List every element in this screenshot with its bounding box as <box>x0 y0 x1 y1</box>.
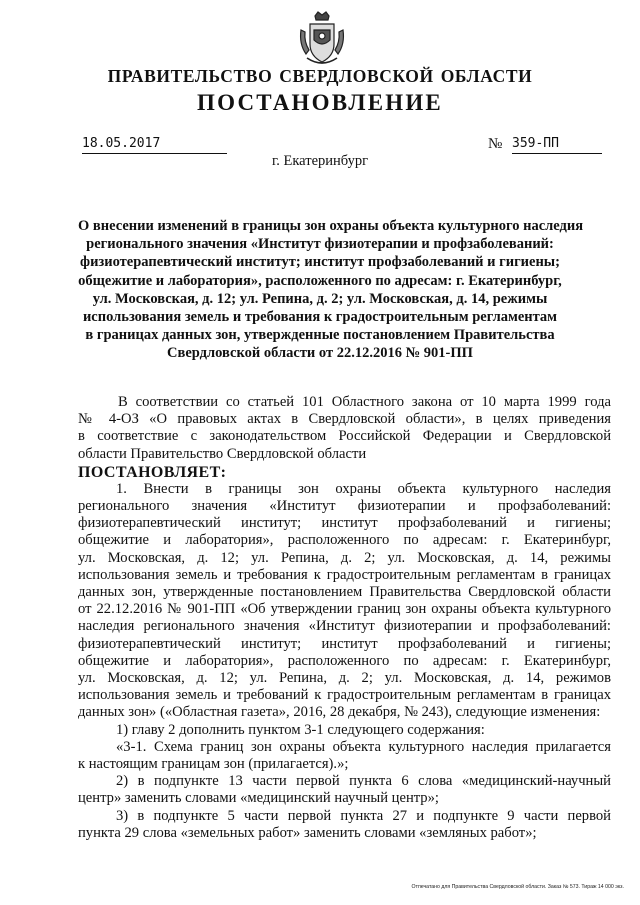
document-number: 359-ПП <box>512 136 602 154</box>
item1-line: ул. Московская, д. 12; ул. Репина, д. 2; ул. Московская, д. 14, режимов <box>78 670 611 687</box>
organization-name: ПРАВИТЕЛЬСТВО СВЕРДЛОВСКОЙ ОБЛАСТИ <box>107 66 533 86</box>
subitem-3-line: 3) в подпункте 5 части первой пункта 27 и подпункте 9 части первой <box>116 807 611 824</box>
document-type: ПОСТАНОВЛЕНИЕ <box>197 90 443 115</box>
preamble-line: В соответствии со статьей 101 Областного закона от 10 марта 1999 года <box>118 394 611 410</box>
document-title <box>78 217 584 363</box>
title-line: использования земель и требования к градостроительным регламентам <box>82 309 558 326</box>
print-footer: Отпечатано для Правительства Свердловской области. Заказ № 573. Тираж 14 000 экз. <box>411 884 624 890</box>
title-line: физиотерапевтический институт; институт профзаболеваний и гигиены; <box>80 254 560 271</box>
title-line: О внесении изменений в границы зон охраны объекта культурного наследия <box>78 218 584 234</box>
item1-line: ул. Московская, д. 12; ул. Репина, д. 2; ул. Московская, д. 14, режимы <box>78 549 611 566</box>
item1-line: наследия регионального значения «Институт физиотерапии и профзаболеваний: <box>78 618 611 635</box>
preamble-line: № 4-ОЗ «О правовых актах в Свердловской области», в целях приведения <box>78 411 611 428</box>
item1-line: данных зон» («Областная газета», 2016, 28 декабря, № 243), следующие изменения: <box>78 704 601 721</box>
item1-line: использования земель и требований к градостроительным регламентам в границах <box>78 687 611 704</box>
title-line: ул. Московская, д. 12; ул. Репина, д. 2; ул. Московская, д. 14, режимы <box>92 290 548 307</box>
item1-line: данных зон, утвержденные постановлением Правительства Свердловской области <box>78 584 611 601</box>
item1-line: физиотерапевтический институт; институт профзаболеваний и гигиены; <box>78 515 611 532</box>
preamble-line: области Правительство Свердловской области <box>78 445 367 462</box>
item1-line: общежитие и лаборатория», расположенного по адресам: г. Екатеринбург, <box>78 532 611 549</box>
title-line: регионального значения «Институт физиотерапии и профзаболеваний: <box>86 236 554 253</box>
document-body <box>78 394 611 842</box>
subitem-3-line: пункта 29 слова «земельных работ» заменить словами «земляных работ»; <box>78 824 537 841</box>
item1-line: 1. Внести в границы зон охраны объекта культурного наследия <box>116 480 611 497</box>
item1-line: физиотерапевтический институт; институт профзаболеваний и гигиены; <box>78 635 611 652</box>
subitem-1: 1) главу 2 дополнить пунктом 3-1 следующего содержания: <box>116 721 485 738</box>
item1-line: использования земель и требования к градостроительным регламентам в границах <box>78 566 611 583</box>
document-city: г. Екатеринбург <box>271 153 369 169</box>
quote-line: к настоящим границам зон (прилагается).»; <box>78 756 349 773</box>
coat-of-arms-icon <box>297 10 347 70</box>
number-label: № <box>488 136 503 152</box>
title-line: в границах данных зон, утвержденные постановлением Правительства <box>85 327 555 344</box>
quote-line: «3-1. Схема границ зон охраны объекта культурного наследия прилагается <box>116 738 611 755</box>
preamble-line: в соответствие с законодательством Российской Федерации и Свердловской <box>78 428 611 445</box>
subitem-2-line: центр» заменить словами «медицинский научный центр»; <box>78 790 439 807</box>
resolves-heading: ПОСТАНОВЛЯЕТ: <box>78 463 227 481</box>
title-line: общежитие и лаборатория», расположенного по адресам: г. Екатеринбург, <box>78 272 562 289</box>
document-date: 18.05.2017 <box>82 136 227 154</box>
title-line: Свердловской области от 22.12.2016 № 901-ПП <box>167 345 473 362</box>
item1-line: регионального значения «Институт физиотерапии и профзаболеваний: <box>78 498 611 515</box>
item1-line: от 22.12.2016 № 901-ПП «Об утверждении границ зон охраны объекта культурного <box>78 601 611 618</box>
subitem-2-line: 2) в подпункте 13 части первой пункта 6 слова «медицинский-научный <box>116 773 611 790</box>
item1-line: общежитие и лаборатория», расположенного по адресам: г. Екатеринбург, <box>78 652 611 669</box>
